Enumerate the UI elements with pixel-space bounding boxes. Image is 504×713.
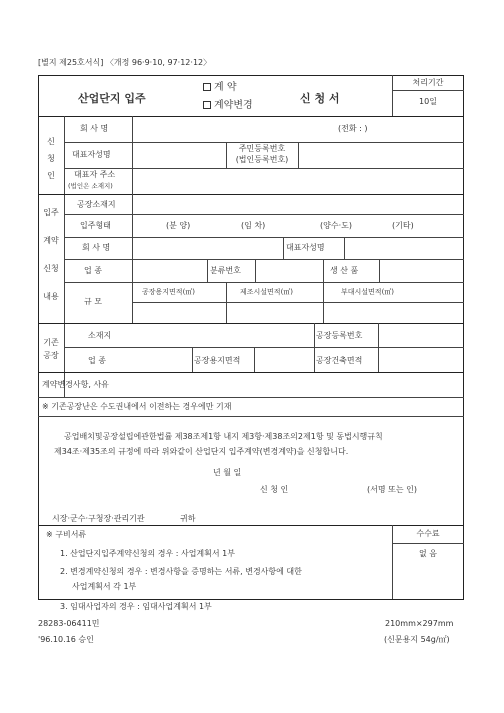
section-applicant <box>38 133 64 184</box>
line-f1 <box>38 525 464 526</box>
input-factory-location[interactable] <box>133 195 463 213</box>
label-existing-bldg-area: 공장건축면적 <box>316 356 363 365</box>
paper-type: (신문용지 54g/㎡) <box>384 635 450 644</box>
input-existing-industry[interactable] <box>124 348 191 371</box>
title-right: 신 청 서 <box>300 92 340 105</box>
label-aux-area: 부대시설면적(㎡) <box>341 288 395 296</box>
label-scale: 규 모 <box>84 297 102 306</box>
section-existing <box>38 336 64 362</box>
section-existing-word1: 기존 <box>43 338 59 347</box>
line-b4 <box>64 282 464 283</box>
line-c-v5 <box>314 347 315 372</box>
section-col-line <box>64 116 65 397</box>
line-b-v9 <box>323 259 324 282</box>
label-corp-id: (법인등록번호) <box>235 155 289 164</box>
input-existing-bldg-area[interactable] <box>379 348 463 371</box>
line-b-v4 <box>283 237 284 259</box>
label-factory-location: 공장소재지 <box>77 200 116 209</box>
input-industry[interactable] <box>133 260 206 281</box>
phone-field[interactable]: (전화 : ) <box>338 124 368 133</box>
declaration-line-2: 제34조·제35조의 규정에 따라 위와같이 산업단지 입주계약(변경계약)을 신청합니다. <box>54 447 349 456</box>
input-change-reason[interactable] <box>140 374 463 396</box>
label-product: 생 산 품 <box>330 266 359 275</box>
label-existing-site-area: 공장용지면적 <box>194 356 241 365</box>
label-class-no: 분류번호 <box>210 266 241 275</box>
line-b-v2 <box>132 214 133 237</box>
label-id-number: 주민등록번호 <box>238 144 286 153</box>
signature-field[interactable]: (서명 또는 인) <box>367 485 417 494</box>
input-site-area[interactable] <box>133 303 225 322</box>
line-b1 <box>64 214 464 215</box>
label-site-area: 공장용지면적(㎡) <box>142 288 196 296</box>
type-transfer[interactable]: (양수·도) <box>320 221 352 230</box>
label-industry: 업 종 <box>84 266 102 275</box>
form-code: 28283-06411민 <box>38 619 100 628</box>
required-doc-1: 1. 산업단지입주계약신청의 경우 : 사업계획서 1부 <box>60 549 235 558</box>
required-docs-heading: ※ 구비서류 <box>46 530 87 539</box>
section-applicant-char3: 인 <box>47 171 55 180</box>
label-occupancy-type: 입주형태 <box>80 221 111 230</box>
title-left: 산업단지 입주 <box>78 92 146 105</box>
option-contract-label: 계 약 <box>214 82 237 93</box>
input-factory-reg-no[interactable] <box>379 324 463 346</box>
label-occ-company: 회 사 명 <box>82 243 111 252</box>
required-doc-3: 3. 임대사업자의 경우 : 임대사업계획서 1부 <box>60 602 212 611</box>
label-company-name: 회 사 명 <box>80 124 109 133</box>
declaration-line-1: 공업배치및공장설립에관한법률 제38조제1항 내지 제3항·제38조의2제1항 및 동법시행규칙 <box>64 432 383 441</box>
section-existing-word2: 공장 <box>43 351 59 360</box>
input-existing-location[interactable] <box>65 324 313 346</box>
type-sale[interactable]: (분 양) <box>166 221 191 230</box>
input-company-name[interactable] <box>133 117 463 141</box>
section-occupancy <box>38 209 64 321</box>
fee-value: 없 음 <box>419 549 437 558</box>
border-top <box>38 75 464 76</box>
type-other[interactable]: (기타) <box>392 221 414 230</box>
label-change-reason: 계약변경사항, 사유 <box>42 380 109 389</box>
line-b-v7 <box>207 259 208 282</box>
label-corp-location: (법인은 소재지) <box>68 182 113 190</box>
input-mfg-area[interactable] <box>227 303 322 322</box>
checkbox-contract-change[interactable] <box>203 101 211 109</box>
input-rep-address[interactable] <box>133 169 463 193</box>
fee-divider <box>392 543 464 544</box>
label-factory-reg-no: 공장등록번호 <box>316 331 363 340</box>
border-right <box>463 75 464 600</box>
option-change-label: 계약변경 <box>214 100 253 111</box>
date-line[interactable]: 년 월 일 <box>213 468 242 477</box>
checkbox-contract[interactable] <box>203 83 211 91</box>
option-contract[interactable] <box>203 83 237 93</box>
section-applicant-char2: 청 <box>47 154 55 163</box>
label-rep-address: 대표자 주소 <box>74 170 116 179</box>
section-applicant-char1: 신 <box>47 137 55 146</box>
line-c-v1 <box>314 323 315 347</box>
input-rep-name[interactable] <box>133 143 225 167</box>
processing-period-value: 10일 <box>419 97 437 106</box>
input-class-no[interactable] <box>256 260 322 281</box>
line-d1 <box>38 397 464 398</box>
section-occupancy-word4: 내용 <box>43 292 59 301</box>
required-doc-2: 2. 변경계약신청의 경우 : 변경사항을 증명하는 서류, 변경사항에 대한 <box>60 567 302 576</box>
period-divider <box>392 90 464 91</box>
paper-size: 210mm×297mm <box>385 619 454 628</box>
approval-date: '96.10.16 승인 <box>38 635 94 644</box>
note-existing-factory: ※ 기존공장난은 수도권내에서 이전하는 경우에만 기재 <box>42 402 232 411</box>
required-doc-2-cont: 사업계획서 각 1부 <box>72 582 137 591</box>
option-contract-change[interactable] <box>203 101 253 111</box>
fee-label: 수수료 <box>416 529 440 538</box>
input-occ-rep[interactable] <box>345 238 463 258</box>
input-aux-area[interactable] <box>324 303 463 322</box>
signer-label: 신 청 인 <box>260 485 289 494</box>
type-lease[interactable]: (임 차) <box>241 221 266 230</box>
form-header-label: [별지 제25호서식] 〈개정 96·9·10, 97·12·12〉 <box>38 58 212 67</box>
input-product[interactable] <box>380 260 463 281</box>
line-c-v3 <box>192 347 193 372</box>
recipient-suffix: 귀하 <box>180 514 196 523</box>
section-occupancy-word3: 신청 <box>43 264 59 273</box>
input-occ-company[interactable] <box>133 238 282 258</box>
section-occupancy-word2: 계약 <box>43 236 59 245</box>
input-id-number[interactable] <box>299 143 463 167</box>
section-occupancy-word1: 입주 <box>43 208 59 217</box>
recipient: 시장·군수·구청장·관리기관 <box>52 514 145 523</box>
label-existing-location: 소재지 <box>88 331 112 340</box>
input-existing-site-area[interactable] <box>255 348 313 371</box>
processing-period-label: 처리기간 <box>412 78 444 87</box>
line-e1 <box>38 416 464 417</box>
label-occ-rep: 대표자성명 <box>286 243 325 252</box>
label-existing-industry: 업 종 <box>88 356 106 365</box>
label-rep-name: 대표자성명 <box>72 150 111 159</box>
label-mfg-area: 제조시설면적(㎡) <box>240 288 294 296</box>
border-bottom <box>38 599 464 600</box>
line-c-bottom <box>38 372 464 373</box>
